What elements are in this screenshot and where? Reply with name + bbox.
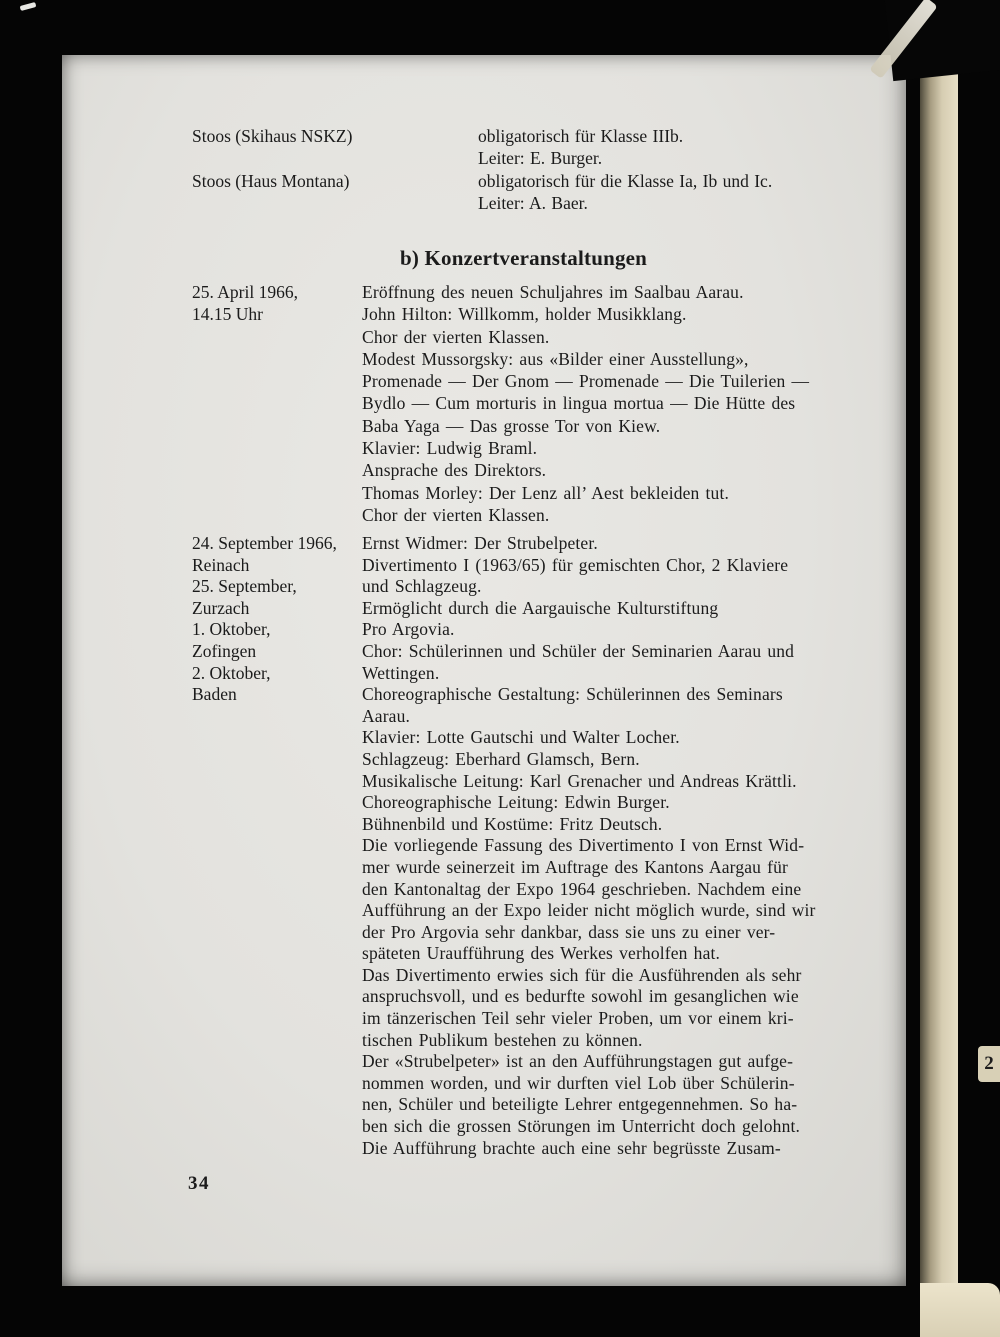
text-line: der Pro Argovia sehr dankbar, dass sie uns zu einer ver- xyxy=(362,921,776,942)
text-line: Thomas Morley: Der Lenz all’ Aest bekleiden tut. xyxy=(362,482,729,503)
text-line: Das Divertimento erwies sich für die Ausführenden als sehr xyxy=(362,964,802,985)
text-line: John Hilton: Willkomm, holder Musikklang. xyxy=(362,304,687,325)
text-line: Aarau. xyxy=(362,705,411,726)
event-body xyxy=(362,533,898,1159)
text-line: Chor: Schülerinnen und Schüler der Seminarien Aarau und xyxy=(362,640,795,661)
text-line: Aufführung an der Expo leider nicht möglich wurde, sind wir xyxy=(362,900,816,921)
scan-artifact-speck xyxy=(20,2,37,11)
text-line: Baba Yaga — Das grosse Tor von Kiew. xyxy=(362,415,661,436)
text-line: Zurzach xyxy=(192,597,250,618)
text-line: Ernst Widmer: Der Strubelpeter. xyxy=(362,533,598,553)
text-line: Reinach xyxy=(192,554,250,575)
text-line: nen, Schüler und beteiligte Lehrer entgegennehmen. So ha- xyxy=(362,1094,798,1115)
text-line: Die vorliegende Fassung des Divertimento I von Ernst Wid- xyxy=(362,835,805,856)
text-line: nommen worden, und wir durften viel Lob über Schülerin- xyxy=(362,1072,795,1093)
text-line: Schlagzeug: Eberhard Glamsch, Bern. xyxy=(362,748,640,769)
camp-row xyxy=(192,125,897,170)
text-line: Chor der vierten Klassen. xyxy=(362,326,550,347)
text-line: Leiter: E. Burger. xyxy=(478,148,603,169)
adjacent-page-number: 2 xyxy=(978,1046,1000,1082)
event-entry-september xyxy=(192,533,898,1159)
book-page xyxy=(62,55,906,1286)
text-line: Choreographische Gestaltung: Schülerinnen des Seminars xyxy=(362,684,783,705)
text-line: Baden xyxy=(192,684,237,705)
camp-details xyxy=(478,125,897,170)
text-line: Ansprache des Direktors. xyxy=(362,460,547,481)
text-line: Die Aufführung brachte auch eine sehr begrüsste Zusam- xyxy=(362,1137,781,1158)
event-body xyxy=(362,281,898,526)
text-line: Divertimento I (1963/65) für gemischten Chor, 2 Klaviere xyxy=(362,554,789,575)
text-line: 25. September, xyxy=(192,576,297,597)
text-line: Promenade — Der Gnom — Promenade — Die Tuilerien — xyxy=(362,371,810,392)
camp-listing xyxy=(192,125,897,215)
text-line: den Kantonaltag der Expo 1964 geschrieben. Nachdem eine xyxy=(362,878,802,899)
camp-row xyxy=(192,170,897,215)
camp-details xyxy=(478,170,897,215)
text-line: Klavier: Lotte Gautschi und Walter Locher. xyxy=(362,727,680,748)
text-line: 24. September 1966, xyxy=(192,533,337,553)
text-line: obligatorisch für die Klasse Ia, Ib und Ic. xyxy=(478,170,773,191)
text-line: 2. Oktober, xyxy=(192,662,271,683)
text-line: Eröffnung des neuen Schuljahres im Saalbau Aarau. xyxy=(362,282,744,302)
text-line: Wettingen. xyxy=(362,662,440,683)
event-dates xyxy=(192,281,362,326)
text-line: Leiter: A. Baer. xyxy=(478,193,588,214)
page-number: 34 xyxy=(188,1173,210,1194)
event-entry-april xyxy=(192,281,898,526)
text-line: ben sich die grossen Störungen im Unterricht doch gelohnt. xyxy=(362,1116,801,1137)
text-line: 1. Oktober, xyxy=(192,619,271,640)
adjacent-page-edge xyxy=(920,60,958,1337)
text-line: Chor der vierten Klassen. xyxy=(362,504,550,525)
text-line: späteten Uraufführung des Werkes verholfen hat. xyxy=(362,943,721,964)
text-line: 14.15 Uhr xyxy=(192,304,263,325)
text-line: 25. April 1966, xyxy=(192,282,298,302)
text-line: Klavier: Ludwig Braml. xyxy=(362,438,538,459)
camp-location: Stoos (Haus Montana) xyxy=(192,170,350,191)
text-line: Zofingen xyxy=(192,640,257,661)
text-line: Choreographische Leitung: Edwin Burger. xyxy=(362,792,670,813)
text-line: mer wurde seinerzeit im Auftrage des Kantons Aargau für xyxy=(362,856,789,877)
event-dates xyxy=(192,533,362,706)
text-line: obligatorisch für Klasse IIIb. xyxy=(478,126,684,146)
text-line: Bydlo — Cum morturis in lingua mortua — Die Hütte des xyxy=(362,393,796,414)
camp-location: Stoos (Skihaus NSKZ) xyxy=(192,126,353,146)
text-line: anspruchsvoll, und es bedurfte sowohl im gesanglichen wie xyxy=(362,986,799,1007)
text-line: und Schlagzeug. xyxy=(362,576,482,597)
text-line: im tänzerischen Teil sehr vieler Proben, um vor einem kri- xyxy=(362,1008,794,1029)
text-line: Bühnenbild und Kostüme: Fritz Deutsch. xyxy=(362,813,663,834)
text-line: Der «Strubelpeter» ist an den Aufführungstagen gut aufge- xyxy=(362,1051,794,1072)
text-line: Modest Mussorgsky: aus «Bilder einer Ausstellung», xyxy=(362,348,749,369)
section-heading: b) Konzertveranstaltungen xyxy=(400,246,648,270)
text-line: Pro Argovia. xyxy=(362,619,455,640)
text-line: tischen Publikum bestehen zu können. xyxy=(362,1029,643,1050)
text-line: Musikalische Leitung: Karl Grenacher und Andreas Krättli. xyxy=(362,770,797,791)
adjacent-page-corner xyxy=(920,1283,1000,1337)
text-line: Ermöglicht durch die Aargauische Kulturstiftung xyxy=(362,597,719,618)
